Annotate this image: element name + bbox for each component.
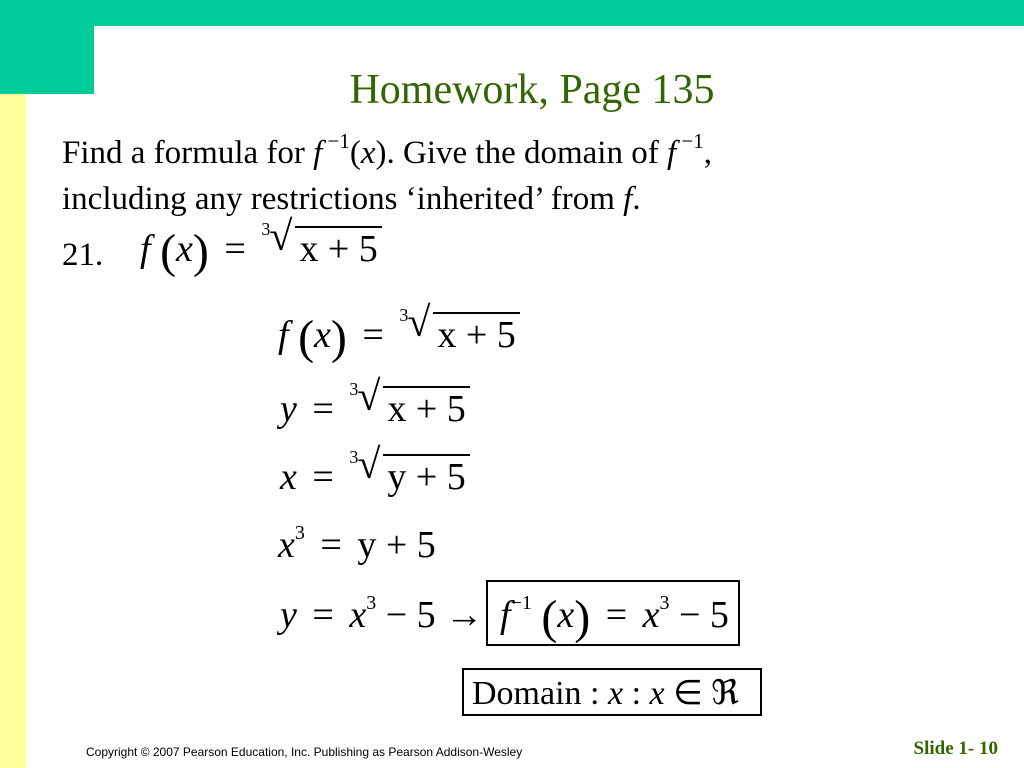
step-1-var: x [314, 314, 331, 356]
prompt-text-3: including any restrictions ‘inherited’ from [62, 181, 624, 217]
prompt-inverse-exp-2: −1 [676, 129, 704, 153]
step-5-rest: − 5 [385, 594, 436, 636]
prompt-x: x [360, 135, 376, 171]
root-index: 3 [399, 305, 409, 325]
root-index: 3 [349, 379, 359, 399]
step-4 [278, 522, 436, 566]
result-rest: − 5 [679, 594, 729, 636]
step-4-rhs: y + 5 [357, 524, 436, 566]
step-1-eq: = [362, 314, 384, 356]
radicand: x + 5 [383, 386, 469, 428]
radicand: y + 5 [383, 454, 469, 496]
given-f: f [140, 228, 151, 270]
given-var: x [176, 228, 193, 270]
prompt-open-paren: ( [349, 135, 361, 171]
cube-root: 3 √ x + 5 [349, 386, 469, 428]
step-5 [280, 592, 484, 636]
radicand: x + 5 [295, 226, 381, 268]
side-accent-bar [0, 0, 26, 768]
step-5-rhs: x [349, 594, 367, 636]
step-4-lhs: x [278, 524, 295, 566]
prompt-f-2: f [666, 135, 677, 171]
root-index: 3 [349, 447, 359, 467]
root-index: 3 [261, 219, 271, 239]
slide-title: Homework, Page 135 [349, 67, 715, 113]
problem-prompt [62, 130, 992, 222]
prompt-comma: , [703, 135, 712, 171]
domain-label: Domain : [472, 675, 600, 712]
step-4-eq: = [320, 524, 342, 566]
element-of-symbol: ∈ [673, 675, 703, 712]
cube-root: 3 √ y + 5 [349, 454, 469, 496]
step-2-eq: = [312, 388, 334, 430]
radicand: x + 5 [433, 312, 519, 354]
reals-symbol: ℜ [711, 675, 739, 712]
result-f: f [500, 594, 511, 636]
given-eq: = [224, 228, 246, 270]
prompt-text-2: ). Give the domain of [375, 135, 667, 171]
prompt-f: f [313, 135, 323, 171]
result-var: x [557, 594, 575, 636]
result-rhs: x [642, 594, 660, 636]
domain-x2: x [649, 675, 665, 712]
domain-x1: x [607, 675, 624, 712]
prompt-text-1: Find a formula for [62, 135, 314, 171]
step-3 [280, 442, 470, 498]
step-1: f (x) = 3 √ x + 5 [278, 312, 520, 362]
result-exp: 3 [659, 592, 670, 614]
domain-colon: : [631, 675, 642, 712]
step-3-eq: = [312, 456, 334, 498]
result-inverse-exp: −1 [510, 592, 532, 614]
step-3-lhs: x [280, 456, 297, 498]
cube-root: 3 √ x + 5 [261, 226, 381, 268]
top-accent-bar [0, 0, 1024, 26]
inverse-result-box: $f^{-1}$ $(x) = x^3 - 5$ [486, 580, 740, 646]
step-2-lhs: y [280, 388, 297, 430]
given-equation: f (x) = 3 √ x + 5 [140, 226, 382, 276]
step-4-exp: 3 [294, 522, 305, 544]
step-5-lhs: y [280, 594, 297, 636]
footer-copyright: Copyright © 2007 Pearson Education, Inc. Publishing as Pearson Addison-Wesley [86, 745, 523, 759]
prompt-inverse-exp: −1 [322, 129, 350, 153]
step-2 [280, 374, 470, 430]
step-5-exp: 3 [366, 592, 377, 614]
result-eq: = [605, 594, 628, 636]
slide-number: Slide 1- 10 [913, 738, 998, 759]
implies-arrow-icon: → [445, 594, 484, 636]
step-1-lhs: f [278, 314, 289, 356]
prompt-period: . [632, 181, 641, 217]
domain-box [462, 668, 762, 716]
step-5-eq: = [312, 594, 334, 636]
problem-number: 21. [62, 237, 104, 273]
prompt-f-3: f [623, 181, 633, 217]
cube-root: 3 √ x + 5 [399, 312, 519, 354]
